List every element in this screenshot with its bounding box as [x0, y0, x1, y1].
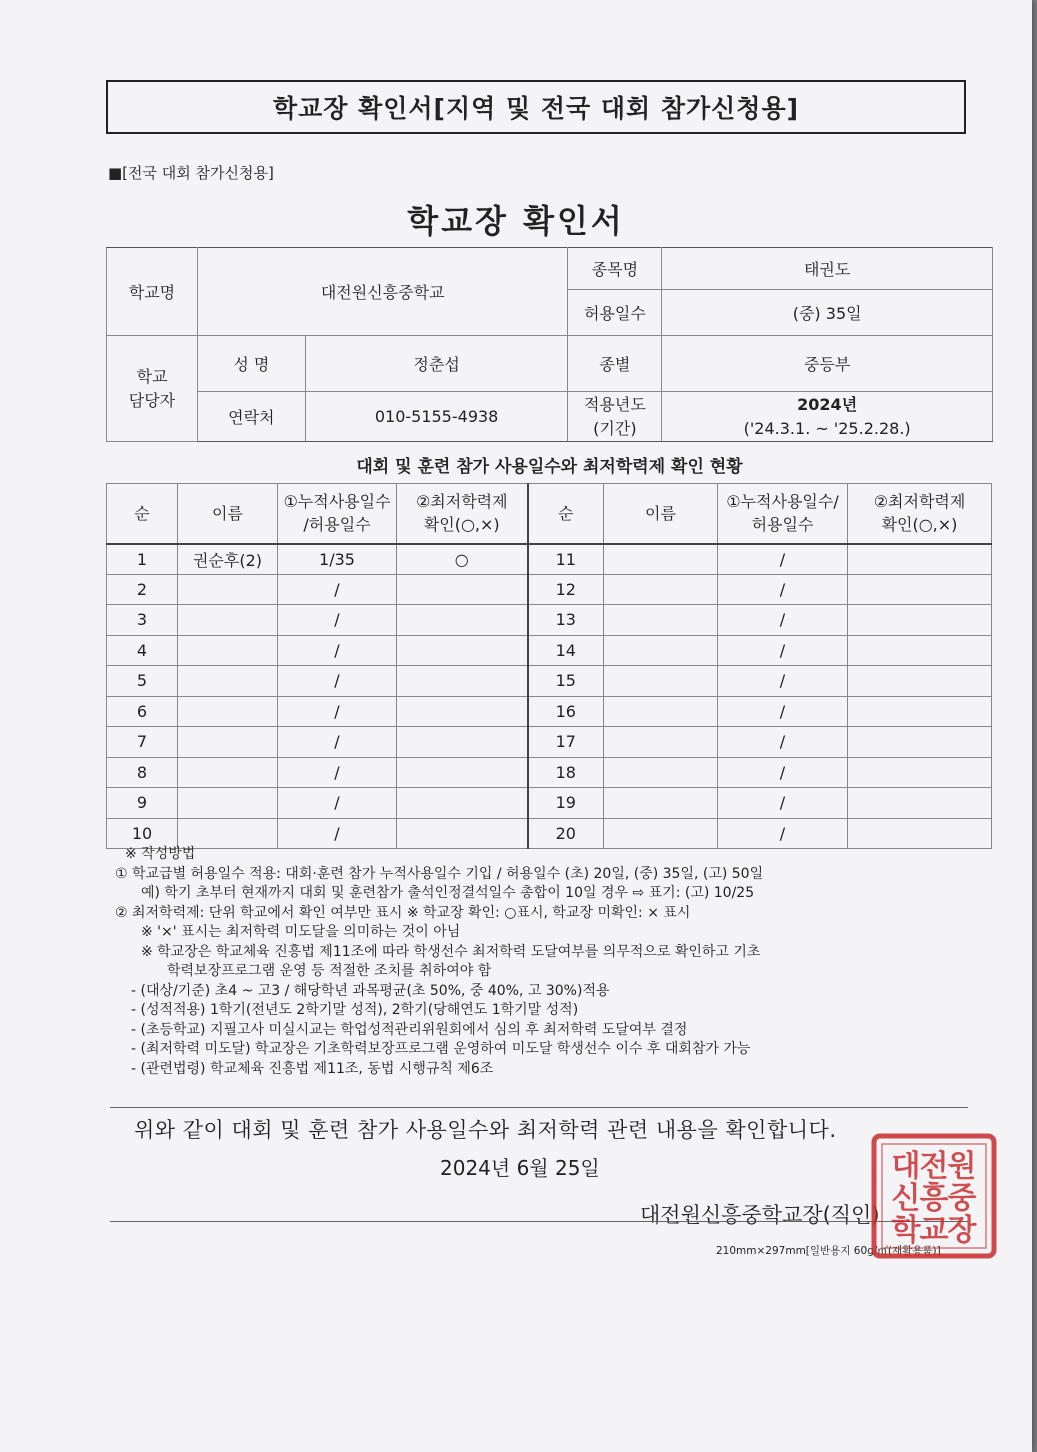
row-acad-check	[397, 757, 528, 788]
row-name	[604, 544, 718, 575]
row-days: /	[718, 757, 848, 788]
usage-row	[107, 818, 992, 849]
row-name	[604, 788, 718, 819]
document-title: 학교장 확인서	[407, 202, 625, 240]
row-acad-check	[397, 696, 528, 727]
sport-label: 종목명	[568, 248, 662, 290]
row-acad-check	[848, 727, 992, 758]
row-num: 4	[107, 635, 178, 666]
row-num: 1	[107, 544, 178, 575]
header-num-right: 순	[528, 484, 604, 544]
row-num: 11	[528, 544, 604, 575]
header-acad-right-line1: ②최저학력제	[873, 492, 966, 512]
usage-row	[107, 666, 992, 697]
svg-text:신: 신	[891, 1181, 921, 1216]
usage-row	[107, 727, 992, 758]
row-name	[604, 635, 718, 666]
allowed-days-label: 허용일수	[568, 290, 662, 336]
row-acad-check	[397, 818, 528, 849]
header-acad-right-line2: 확인(○,×)	[881, 515, 958, 535]
header-days-left-line1: ①누적사용일수	[283, 492, 391, 512]
row-name	[604, 818, 718, 849]
row-num: 16	[528, 696, 604, 727]
row-name	[604, 605, 718, 636]
row-acad-check	[397, 605, 528, 636]
name-label: 성 명	[197, 336, 305, 392]
document-date: 2024년 6월 25일	[440, 1156, 600, 1180]
row-acad-check	[848, 666, 992, 697]
row-days: /	[278, 788, 397, 819]
row-name	[604, 696, 718, 727]
subcategory-label: ■[전국 대회 참가신청용]	[108, 164, 274, 182]
note-line: - (최저학력 미도달) 학교장은 기초학력보장프로그램 운영하여 미도달 학생선수 이수 후 대회참가 가능	[131, 1041, 751, 1057]
note-line: - (초등학교) 지필고사 미실시교는 학업성적관리위원회에서 심의 후 최저학력 도달여부 결정	[131, 1021, 688, 1038]
row-acad-check	[397, 635, 528, 666]
row-num: 19	[528, 788, 604, 819]
row-num: 18	[528, 757, 604, 788]
contact-label: 연락처	[197, 392, 305, 442]
row-acad-check: ○	[397, 544, 528, 575]
name-value: 정춘섭	[305, 336, 568, 392]
row-days: /	[718, 635, 848, 666]
row-name	[178, 635, 278, 666]
row-num: 14	[528, 635, 604, 666]
row-num: 15	[528, 666, 604, 697]
row-acad-check	[848, 818, 992, 849]
usage-row	[107, 635, 992, 666]
school-label: 학교명	[107, 248, 198, 336]
row-acad-check	[848, 757, 992, 788]
manager-label-line1: 학교	[136, 366, 168, 386]
svg-text:원: 원	[947, 1149, 977, 1184]
usage-row	[107, 788, 992, 819]
header-title-box	[106, 80, 966, 134]
usage-row	[107, 544, 992, 575]
confirmation-text: 위와 같이 대회 및 훈련 참가 사용일수와 최저학력 관련 내용을 확인합니다.	[134, 1118, 837, 1142]
row-days: /	[718, 727, 848, 758]
row-num: 3	[107, 605, 178, 636]
usage-row	[107, 605, 992, 636]
note-line: 예) 학기 초부터 현재까지 대회 및 훈련참가 출석인정결석일수 총합이 10일 경우 ⇨ 표기: (고) 10/25	[141, 885, 755, 901]
row-acad-check	[848, 574, 992, 605]
row-acad-check	[397, 574, 528, 605]
allowed-days-value: (중) 35일	[662, 290, 993, 336]
note-line: - (대상/기준) 초4 ~ 고3 / 해당학년 과목평균(초 50%, 중 40%, 고 30%)적용	[131, 982, 610, 999]
row-days: /	[278, 635, 397, 666]
row-acad-check	[397, 727, 528, 758]
row-name	[178, 696, 278, 727]
row-days: /	[718, 818, 848, 849]
signer-name: 대전원신흥중학교장(직인)	[640, 1203, 880, 1227]
period-value: ('24.3.1. ~ '25.2.28.)	[743, 418, 911, 438]
row-days: /	[278, 574, 397, 605]
row-num: 17	[528, 727, 604, 758]
row-acad-check	[848, 544, 992, 575]
year-label	[568, 392, 662, 442]
row-name: 권순후(2)	[178, 544, 278, 575]
row-days: /	[278, 818, 397, 849]
divider-line	[110, 1107, 968, 1108]
usage-row	[107, 757, 992, 788]
row-name	[178, 666, 278, 697]
instructions	[115, 845, 985, 1079]
header-num-left: 순	[107, 484, 178, 544]
row-acad-check	[397, 666, 528, 697]
svg-text:학: 학	[891, 1213, 921, 1248]
row-num: 2	[107, 574, 178, 605]
category-value: 중등부	[662, 336, 993, 392]
header-title: 학교장 확인서[지역 및 전국 대회 참가신청용]	[272, 94, 800, 123]
note-line: - (관련법령) 학교체육 진흥법 제11조, 동법 시행규칙 제6조	[131, 1060, 494, 1077]
year-label-line1: 적용년도	[583, 394, 646, 414]
row-days: /	[718, 788, 848, 819]
contact-value: 010-5155-4938	[305, 392, 568, 442]
row-name	[178, 727, 278, 758]
row-days: 1/35	[278, 544, 397, 575]
notes-heading: ※ 작성방법	[125, 846, 196, 862]
info-table	[106, 247, 993, 442]
row-name	[604, 666, 718, 697]
sport-value: 태권도	[662, 248, 993, 290]
row-num: 5	[107, 666, 178, 697]
row-name	[604, 757, 718, 788]
svg-text:대: 대	[891, 1149, 921, 1184]
header-acad-left-line2: 확인(○,×)	[423, 515, 500, 535]
header-days-right-line1: ①누적사용일수/	[726, 492, 839, 512]
year-value: 2024년	[797, 394, 858, 414]
row-acad-check	[848, 788, 992, 819]
row-days: /	[718, 696, 848, 727]
row-acad-check	[397, 788, 528, 819]
usage-row	[107, 696, 992, 727]
manager-label-line2: 담당자	[128, 390, 176, 410]
header-days-left-line2: /허용일수	[303, 515, 371, 535]
note-line: ※ 학교장은 학교체육 진흥법 제11조에 따라 학생선수 최저학력 도달여부를 의무적으로 확인하고 기초	[141, 943, 761, 960]
row-name	[178, 605, 278, 636]
usage-row	[107, 574, 992, 605]
note-line: ※ '×' 표시는 최저학력 미도달을 의미하는 것이 아님	[141, 924, 461, 940]
row-days: /	[718, 574, 848, 605]
svg-text:중: 중	[947, 1181, 977, 1216]
svg-text:전: 전	[919, 1149, 949, 1184]
header-days-left	[278, 484, 397, 544]
row-name	[178, 574, 278, 605]
row-name	[604, 574, 718, 605]
row-name	[178, 818, 278, 849]
header-acad-left-line1: ②최저학력제	[415, 492, 508, 512]
row-days: /	[278, 727, 397, 758]
usage-table	[106, 483, 992, 849]
row-name	[178, 757, 278, 788]
row-num: 6	[107, 696, 178, 727]
row-name	[178, 788, 278, 819]
note-line: ① 학교급별 허용일수 적용: 대회·훈련 참가 누적사용일수 기입 / 허용일수 (초) 20일, (중) 35일, (고) 50일	[115, 865, 764, 882]
header-name-left: 이름	[178, 484, 278, 544]
svg-text:장: 장	[947, 1213, 977, 1248]
official-seal-icon	[870, 1132, 998, 1260]
note-line: 학력보장프로그램 운영 등 적절한 조치를 취하여야 함	[167, 963, 492, 979]
row-days: /	[718, 544, 848, 575]
row-days: /	[278, 696, 397, 727]
svg-text:교: 교	[919, 1213, 949, 1248]
header-days-right	[718, 484, 848, 544]
row-num: 13	[528, 605, 604, 636]
note-line: - (성적적용) 1학기(전년도 2학기말 성적), 2학기(당해연도 1학기말 성적)	[131, 1002, 579, 1018]
row-num: 12	[528, 574, 604, 605]
row-num: 9	[107, 788, 178, 819]
row-days: /	[278, 757, 397, 788]
note-line: ② 최저학력제: 단위 학교에서 확인 여부만 표시 ※ 학교장 확인: ○표시, 학교장 미확인: × 표시	[115, 904, 691, 921]
row-days: /	[718, 605, 848, 636]
row-num: 7	[107, 727, 178, 758]
svg-text:흥: 흥	[919, 1181, 949, 1216]
row-days: /	[278, 605, 397, 636]
row-num: 20	[528, 818, 604, 849]
row-days: /	[718, 666, 848, 697]
header-acad-left	[397, 484, 528, 544]
header-name-right: 이름	[604, 484, 718, 544]
year-label-line2: (기간)	[593, 418, 637, 438]
row-acad-check	[848, 635, 992, 666]
header-acad-right	[848, 484, 992, 544]
row-acad-check	[848, 696, 992, 727]
divider-line	[110, 1221, 968, 1222]
year-value-cell	[662, 392, 993, 442]
school-value: 대전원신흥중학교	[197, 248, 568, 336]
category-label: 종별	[568, 336, 662, 392]
row-num: 8	[107, 757, 178, 788]
paper-spec: 210mm×297mm[일반용지 60g/㎡(재활용품)]	[716, 1245, 941, 1257]
row-name	[604, 727, 718, 758]
row-days: /	[278, 666, 397, 697]
manager-label	[107, 336, 198, 442]
usage-section-title: 대회 및 훈련 참가 사용일수와 최저학력제 확인 현황	[356, 457, 743, 477]
row-acad-check	[848, 605, 992, 636]
row-num: 10	[107, 818, 178, 849]
header-days-right-line2: 허용일수	[751, 515, 814, 535]
